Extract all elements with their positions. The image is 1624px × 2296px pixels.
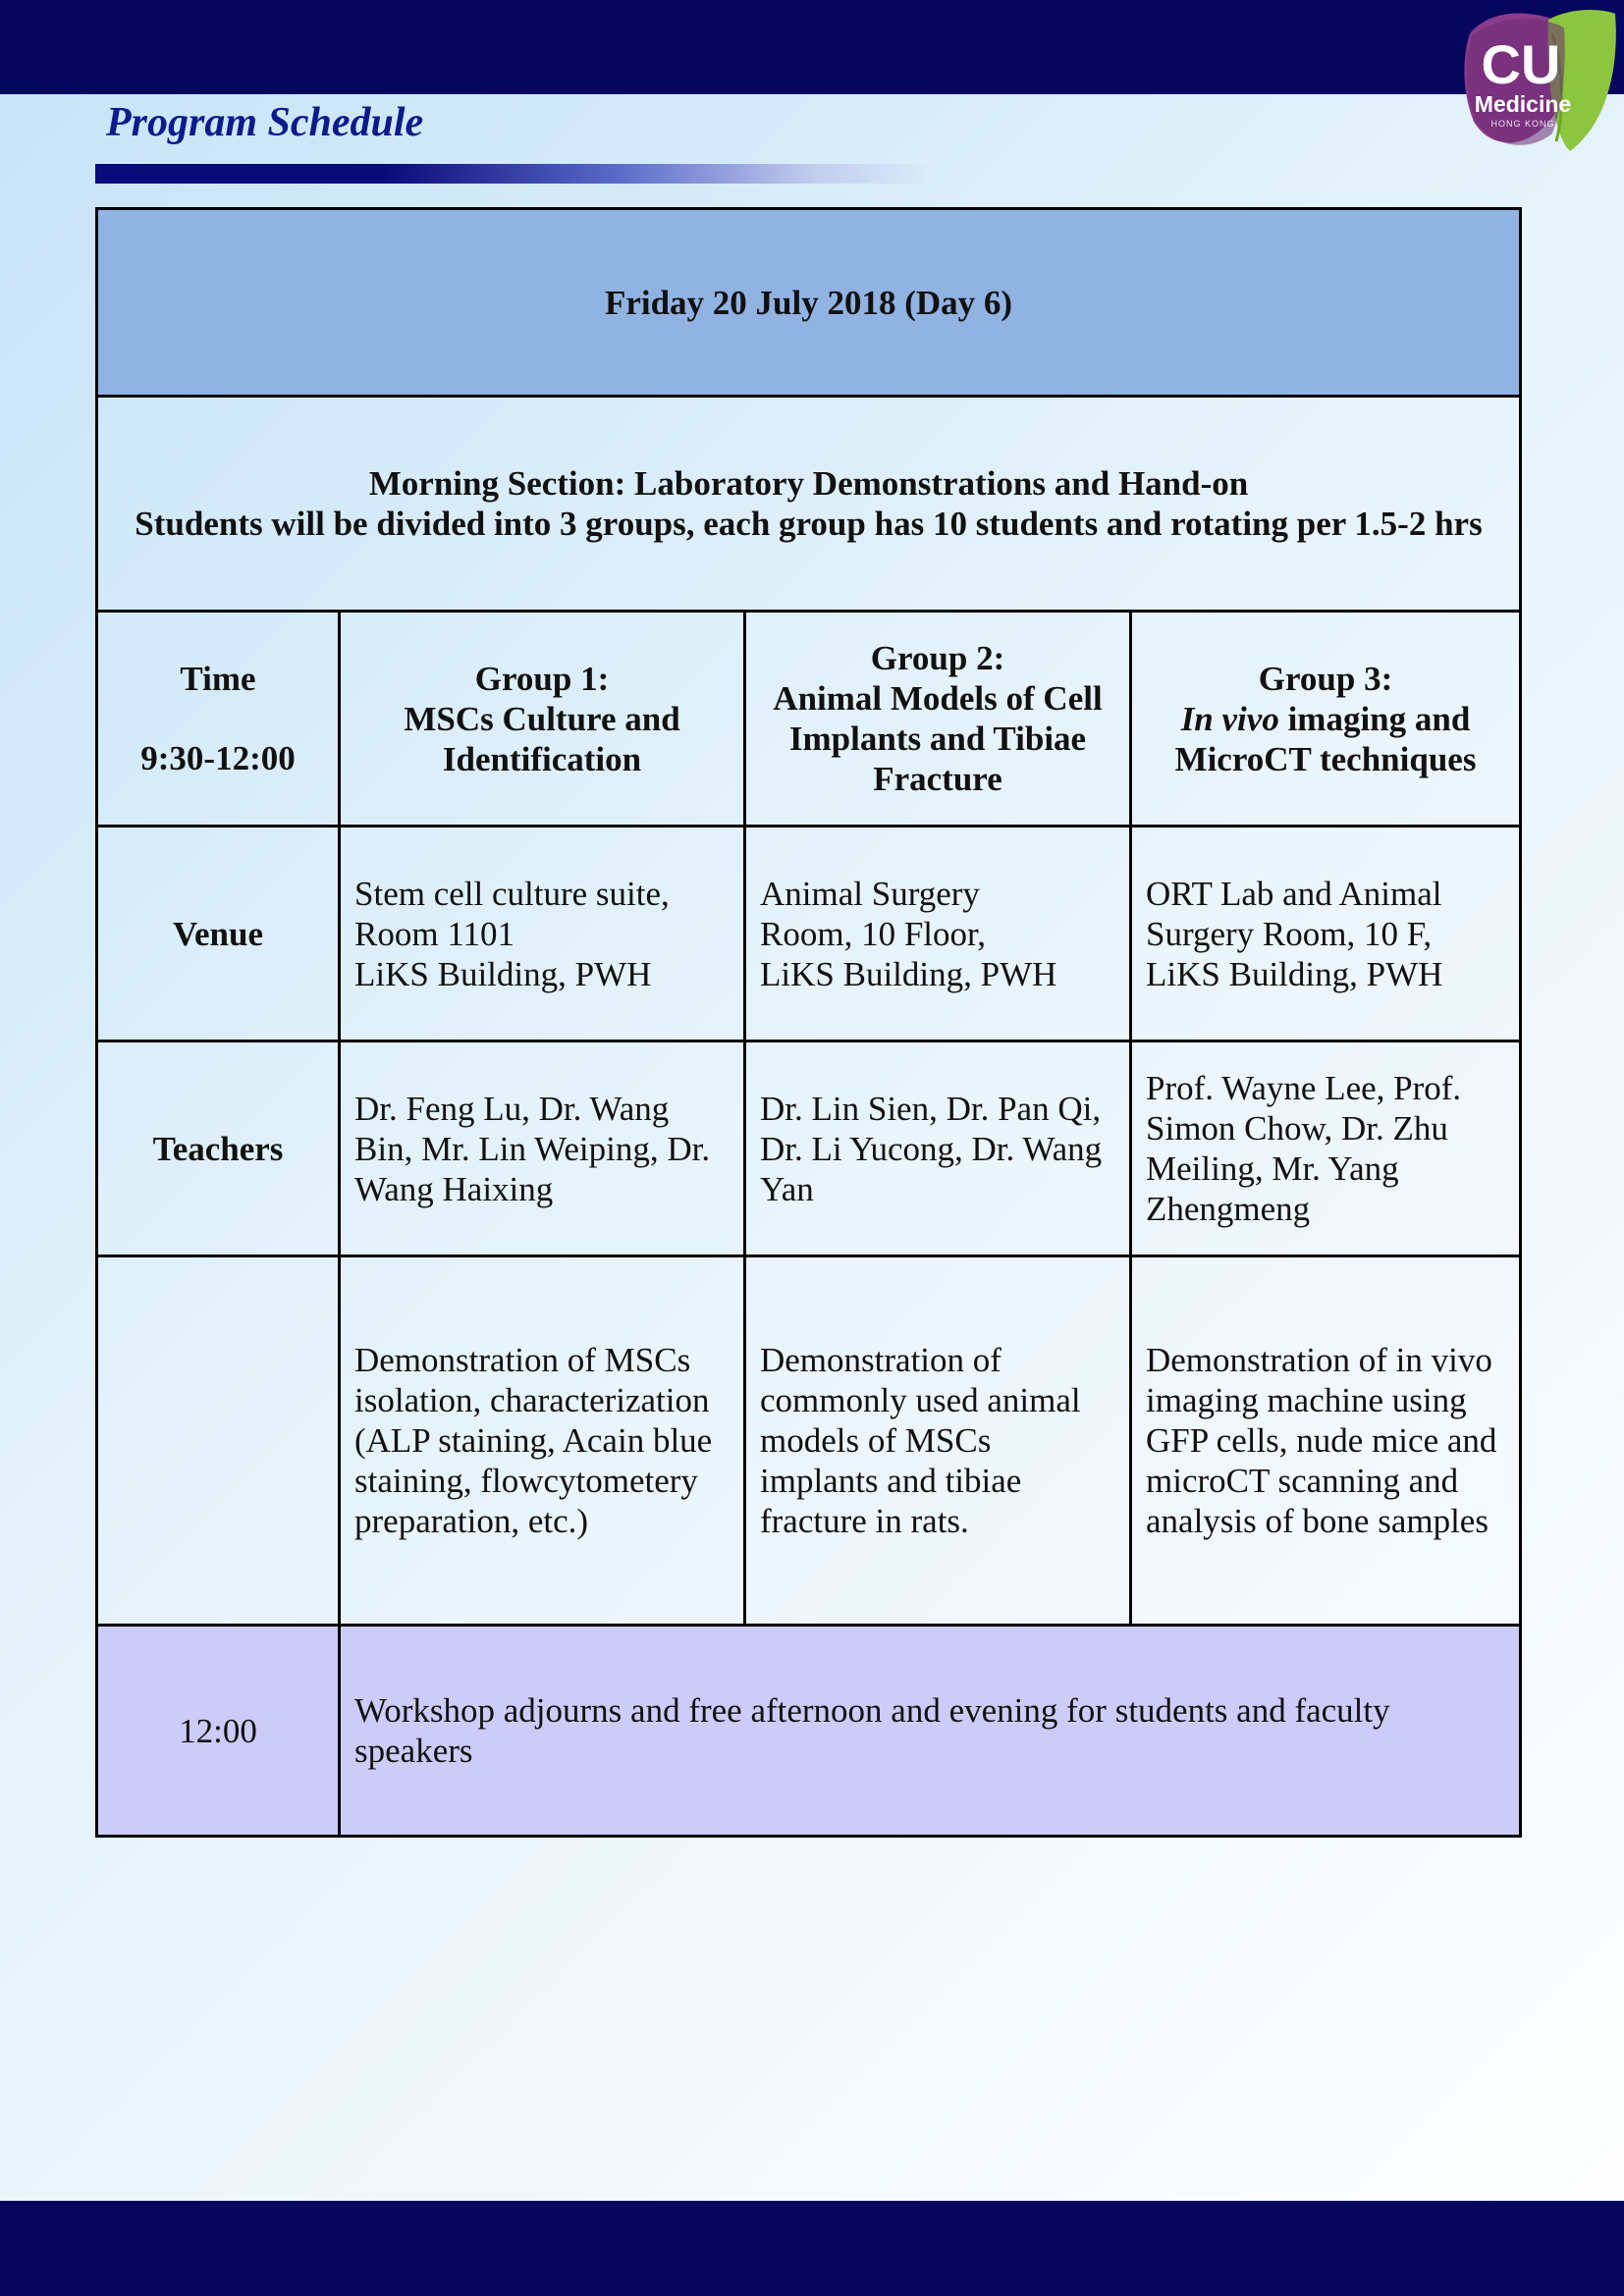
page-title: Program Schedule xyxy=(106,100,424,145)
venue-line: LiKS Building, PWH xyxy=(760,954,1057,993)
group-title: Animal Models of Cell Implants and Tibiae Fracture xyxy=(773,679,1103,798)
venue-line: Surgery Room, 10 F, xyxy=(1146,914,1433,953)
logo-text-cu: CU xyxy=(1481,33,1561,95)
time-label: Time xyxy=(180,660,256,698)
header-band xyxy=(0,0,1624,94)
venue-line: Stem cell culture suite, xyxy=(354,874,670,913)
demonstration-cell: Demonstration of MSCs isolation, characterization (ALP staining, Acain blue staining, flowcytometery preparation, etc.) xyxy=(340,1256,745,1626)
group-title-italic: In vivo xyxy=(1180,699,1279,738)
logo-text-hong-kong: HONG KONG xyxy=(1490,119,1555,129)
venue-line: Room 1101 xyxy=(354,914,515,953)
venue-label: Venue xyxy=(97,827,340,1041)
demonstration-row xyxy=(97,1256,1521,1626)
group-3-header xyxy=(1131,612,1521,827)
group-heading: Group 1: xyxy=(474,659,610,698)
teachers-label: Teachers xyxy=(97,1041,340,1256)
group-heading: Group 2: xyxy=(870,639,1005,677)
logo-text-medicine: Medicine xyxy=(1474,91,1572,117)
venue-cell xyxy=(340,827,745,1041)
group-title xyxy=(1146,699,1505,779)
morning-section-cell xyxy=(97,397,1521,612)
adjourn-row xyxy=(97,1626,1521,1837)
group-1-header xyxy=(340,612,745,827)
morning-section-note: Students will be divided into 3 groups, each group has 10 students and rotating per 1.5-2 hrs xyxy=(135,505,1483,543)
footer-band xyxy=(0,2201,1624,2296)
morning-section-row xyxy=(97,397,1521,612)
date-cell: Friday 20 July 2018 (Day 6) xyxy=(97,209,1521,397)
group-title-rest: imaging and MicroCT techniques xyxy=(1174,699,1477,778)
cu-medicine-logo xyxy=(1462,4,1619,161)
schedule-table xyxy=(95,207,1522,1838)
teachers-row xyxy=(97,1041,1521,1256)
demonstration-cell: Demonstration of in vivo imaging machine using GFP cells, nude mice and microCT scanning and analysis of bone samples xyxy=(1131,1256,1521,1626)
adjourn-time: 12:00 xyxy=(97,1626,340,1837)
time-value: 9:30-12:00 xyxy=(140,739,296,777)
venue-row xyxy=(97,827,1521,1041)
date-row xyxy=(97,209,1521,397)
teachers-cell: Prof. Wayne Lee, Prof. Simon Chow, Dr. Zhu Meiling, Mr. Yang Zhengmeng xyxy=(1131,1041,1521,1256)
venue-line: LiKS Building, PWH xyxy=(1146,954,1443,993)
venue-line: Animal Surgery xyxy=(760,874,980,913)
venue-cell xyxy=(1131,827,1521,1041)
venue-cell xyxy=(745,827,1131,1041)
venue-line: ORT Lab and Animal xyxy=(1146,874,1442,913)
demonstration-cell: Demonstration of commonly used animal models of MSCs implants and tibiae fracture in rats. xyxy=(745,1256,1131,1626)
teachers-cell: Dr. Feng Lu, Dr. Wang Bin, Mr. Lin Weiping, Dr. Wang Haixing xyxy=(340,1041,745,1256)
teachers-cell: Dr. Lin Sien, Dr. Pan Qi, Dr. Li Yucong, Dr. Wang Yan xyxy=(745,1041,1131,1256)
group-2-header xyxy=(745,612,1131,827)
group-heading: Group 3: xyxy=(1258,659,1393,698)
venue-line: LiKS Building, PWH xyxy=(354,954,652,993)
title-underline-bar xyxy=(95,164,1254,184)
time-cell xyxy=(97,612,340,827)
demonstration-label-cell xyxy=(97,1256,340,1626)
groups-header-row xyxy=(97,612,1521,827)
venue-line: Room, 10 Floor, xyxy=(760,914,987,953)
group-title: MSCs Culture and Identification xyxy=(404,699,680,778)
adjourn-text: Workshop adjourns and free afternoon and evening for students and faculty speakers xyxy=(340,1626,1521,1837)
morning-section-title: Morning Section: Laboratory Demonstrations and Hand-on xyxy=(368,464,1249,503)
